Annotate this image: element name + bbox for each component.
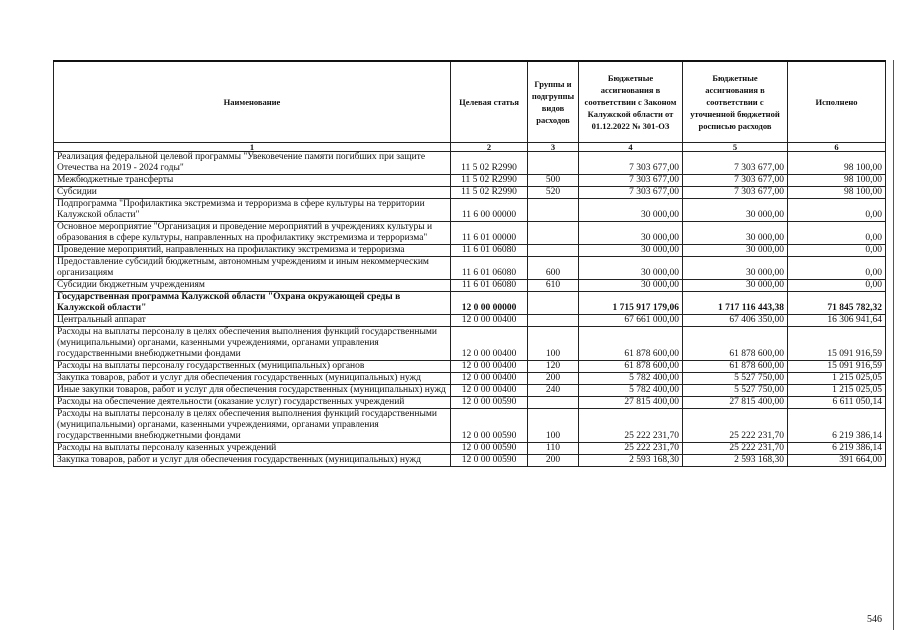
col-number: 2 bbox=[451, 143, 528, 152]
table-row bbox=[54, 455, 886, 467]
row-budget-refined-cell: 61 878 600,00 bbox=[683, 327, 788, 361]
row-group-cell bbox=[528, 199, 579, 222]
row-budget-law-cell: 25 222 231,70 bbox=[579, 443, 683, 455]
row-budget-refined-cell: 27 815 400,00 bbox=[683, 397, 788, 409]
row-name-cell: Расходы на выплаты персоналу казенных учреждений bbox=[54, 443, 451, 455]
table-row bbox=[54, 361, 886, 373]
table-row bbox=[54, 222, 886, 245]
row-executed-cell: 16 306 941,64 bbox=[788, 315, 886, 327]
table-row bbox=[54, 443, 886, 455]
table-row bbox=[54, 385, 886, 397]
row-budget-refined-cell: 25 222 231,70 bbox=[683, 409, 788, 443]
col-header-group: Группы и подгруппы видов расходов bbox=[528, 61, 579, 143]
col-header-name: Наименование bbox=[54, 61, 451, 143]
table-row bbox=[54, 175, 886, 187]
row-group-cell bbox=[528, 245, 579, 257]
row-budget-refined-cell: 30 000,00 bbox=[683, 280, 788, 292]
row-executed-cell: 6 611 050,14 bbox=[788, 397, 886, 409]
row-group-cell: 200 bbox=[528, 373, 579, 385]
table-row bbox=[54, 327, 886, 361]
row-target-code-cell: 12 0 00 00590 bbox=[451, 443, 528, 455]
row-name-cell: Закупка товаров, работ и услуг для обеспечения государственных (муниципальных) нужд bbox=[54, 373, 451, 385]
col-number: 5 bbox=[683, 143, 788, 152]
row-group-cell: 610 bbox=[528, 280, 579, 292]
row-budget-refined-cell: 30 000,00 bbox=[683, 199, 788, 222]
row-target-code-cell: 12 0 00 00590 bbox=[451, 397, 528, 409]
row-budget-refined-cell: 30 000,00 bbox=[683, 222, 788, 245]
row-group-cell bbox=[528, 222, 579, 245]
table-row bbox=[54, 397, 886, 409]
row-target-code-cell: 11 6 01 00000 bbox=[451, 222, 528, 245]
row-budget-law-cell: 7 303 677,00 bbox=[579, 152, 683, 175]
table-row bbox=[54, 199, 886, 222]
row-group-cell: 110 bbox=[528, 443, 579, 455]
row-executed-cell: 0,00 bbox=[788, 199, 886, 222]
row-executed-cell: 0,00 bbox=[788, 257, 886, 280]
row-group-cell: 200 bbox=[528, 455, 579, 467]
table-row bbox=[54, 292, 886, 315]
row-executed-cell: 391 664,00 bbox=[788, 455, 886, 467]
row-executed-cell: 98 100,00 bbox=[788, 175, 886, 187]
row-budget-refined-cell: 5 527 750,00 bbox=[683, 373, 788, 385]
row-budget-refined-cell: 1 717 116 443,38 bbox=[683, 292, 788, 315]
table-row bbox=[54, 409, 886, 443]
row-group-cell bbox=[528, 152, 579, 175]
row-group-cell bbox=[528, 397, 579, 409]
row-name-cell: Государственная программа Калужской области "Охрана окружающей среды в Калужской области" bbox=[54, 292, 451, 315]
column-number-row bbox=[54, 143, 886, 152]
row-budget-law-cell: 25 222 231,70 bbox=[579, 409, 683, 443]
row-target-code-cell: 11 5 02 R2990 bbox=[451, 175, 528, 187]
row-name-cell: Реализация федеральной целевой программы "Увековечение памяти погибших при защите Отечества на 2019 - 2024 годы" bbox=[54, 152, 451, 175]
row-name-cell: Субсидии bbox=[54, 187, 451, 199]
row-group-cell bbox=[528, 292, 579, 315]
row-name-cell: Расходы на выплаты персоналу государственных (муниципальных) органов bbox=[54, 361, 451, 373]
table-row bbox=[54, 257, 886, 280]
row-target-code-cell: 11 6 01 06080 bbox=[451, 257, 528, 280]
row-budget-refined-cell: 25 222 231,70 bbox=[683, 443, 788, 455]
row-target-code-cell: 12 0 00 00000 bbox=[451, 292, 528, 315]
row-budget-law-cell: 30 000,00 bbox=[579, 245, 683, 257]
table-row bbox=[54, 315, 886, 327]
row-budget-law-cell: 5 782 400,00 bbox=[579, 385, 683, 397]
page-edge-line bbox=[893, 60, 894, 630]
row-budget-law-cell: 30 000,00 bbox=[579, 199, 683, 222]
row-budget-refined-cell: 7 303 677,00 bbox=[683, 152, 788, 175]
row-budget-law-cell: 7 303 677,00 bbox=[579, 175, 683, 187]
row-name-cell: Предоставление субсидий бюджетным, автономным учреждениям и иным некоммерческим организациям bbox=[54, 257, 451, 280]
row-budget-refined-cell: 30 000,00 bbox=[683, 245, 788, 257]
col-header-executed: Исполнено bbox=[788, 61, 886, 143]
table-row bbox=[54, 152, 886, 175]
col-header-target: Целевая статья bbox=[451, 61, 528, 143]
col-number: 4 bbox=[579, 143, 683, 152]
row-executed-cell: 71 845 782,32 bbox=[788, 292, 886, 315]
row-executed-cell: 98 100,00 bbox=[788, 187, 886, 199]
budget-table bbox=[53, 60, 886, 467]
row-executed-cell: 0,00 bbox=[788, 222, 886, 245]
row-target-code-cell: 12 0 00 00590 bbox=[451, 455, 528, 467]
row-budget-law-cell: 2 593 168,30 bbox=[579, 455, 683, 467]
col-number: 6 bbox=[788, 143, 886, 152]
row-budget-law-cell: 30 000,00 bbox=[579, 222, 683, 245]
row-group-cell: 100 bbox=[528, 409, 579, 443]
row-budget-law-cell: 67 661 000,00 bbox=[579, 315, 683, 327]
row-budget-law-cell: 1 715 917 179,06 bbox=[579, 292, 683, 315]
row-name-cell: Расходы на выплаты персоналу в целях обеспечения выполнения функций государственными (муниципальными) органами, казенными учреждениями, органами управления государственными внебюджетными фондами bbox=[54, 409, 451, 443]
row-budget-refined-cell: 30 000,00 bbox=[683, 257, 788, 280]
table-body bbox=[54, 152, 886, 467]
budget-table-sheet bbox=[53, 60, 885, 467]
row-name-cell: Основное мероприятие "Организация и проведение мероприятий в учреждениях культуры и образования в сфере культуры, направленных на профилактику экстремизма и терроризма" bbox=[54, 222, 451, 245]
row-target-code-cell: 12 0 00 00400 bbox=[451, 327, 528, 361]
row-budget-refined-cell: 2 593 168,30 bbox=[683, 455, 788, 467]
row-name-cell: Проведение мероприятий, направленных на профилактику экстремизма и терроризма bbox=[54, 245, 451, 257]
row-name-cell: Субсидии бюджетным учреждениям bbox=[54, 280, 451, 292]
row-target-code-cell: 12 0 00 00400 bbox=[451, 315, 528, 327]
page-number: 546 bbox=[867, 614, 882, 625]
row-target-code-cell: 11 6 01 06080 bbox=[451, 245, 528, 257]
row-name-cell: Центральный аппарат bbox=[54, 315, 451, 327]
row-target-code-cell: 11 5 02 R2990 bbox=[451, 187, 528, 199]
row-budget-law-cell: 7 303 677,00 bbox=[579, 187, 683, 199]
row-group-cell bbox=[528, 315, 579, 327]
row-executed-cell: 0,00 bbox=[788, 245, 886, 257]
table-row bbox=[54, 245, 886, 257]
row-target-code-cell: 12 0 00 00400 bbox=[451, 361, 528, 373]
row-name-cell: Подпрограмма "Профилактика экстремизма и терроризма в сфере культуры на территории Калужской области" bbox=[54, 199, 451, 222]
row-target-code-cell: 11 5 02 R2990 bbox=[451, 152, 528, 175]
row-budget-refined-cell: 5 527 750,00 bbox=[683, 385, 788, 397]
row-budget-refined-cell: 67 406 350,00 bbox=[683, 315, 788, 327]
row-name-cell: Межбюджетные трансферты bbox=[54, 175, 451, 187]
row-group-cell: 600 bbox=[528, 257, 579, 280]
row-executed-cell: 0,00 bbox=[788, 280, 886, 292]
row-executed-cell: 6 219 386,14 bbox=[788, 409, 886, 443]
row-budget-law-cell: 61 878 600,00 bbox=[579, 361, 683, 373]
row-target-code-cell: 12 0 00 00400 bbox=[451, 373, 528, 385]
row-group-cell: 120 bbox=[528, 361, 579, 373]
row-budget-law-cell: 61 878 600,00 bbox=[579, 327, 683, 361]
table-row bbox=[54, 187, 886, 199]
col-header-budget-refined: Бюджетные ассигнования в соответствии с уточненной бюджетной росписью расходов bbox=[683, 61, 788, 143]
row-group-cell: 100 bbox=[528, 327, 579, 361]
row-budget-law-cell: 30 000,00 bbox=[579, 257, 683, 280]
row-executed-cell: 15 091 916,59 bbox=[788, 361, 886, 373]
row-executed-cell: 15 091 916,59 bbox=[788, 327, 886, 361]
row-group-cell: 240 bbox=[528, 385, 579, 397]
row-target-code-cell: 12 0 00 00400 bbox=[451, 385, 528, 397]
row-name-cell: Закупка товаров, работ и услуг для обеспечения государственных (муниципальных) нужд bbox=[54, 455, 451, 467]
row-budget-law-cell: 5 782 400,00 bbox=[579, 373, 683, 385]
row-executed-cell: 1 215 025,05 bbox=[788, 373, 886, 385]
header-row bbox=[54, 61, 886, 143]
col-header-budget-law: Бюджетные ассигнования в соответствии с Законом Калужской области от 01.12.2022 № 301-ОЗ bbox=[579, 61, 683, 143]
row-name-cell: Иные закупки товаров, работ и услуг для обеспечения государственных (муниципальных) нужд bbox=[54, 385, 451, 397]
col-number: 3 bbox=[528, 143, 579, 152]
table-row bbox=[54, 280, 886, 292]
row-budget-law-cell: 30 000,00 bbox=[579, 280, 683, 292]
row-group-cell: 500 bbox=[528, 175, 579, 187]
row-budget-refined-cell: 61 878 600,00 bbox=[683, 361, 788, 373]
row-group-cell: 520 bbox=[528, 187, 579, 199]
row-target-code-cell: 11 6 01 06080 bbox=[451, 280, 528, 292]
row-name-cell: Расходы на выплаты персоналу в целях обеспечения выполнения функций государственными (муниципальными) органами, казенными учреждениями, органами управления государственными внебюджетными фондами bbox=[54, 327, 451, 361]
row-budget-refined-cell: 7 303 677,00 bbox=[683, 187, 788, 199]
row-target-code-cell: 12 0 00 00590 bbox=[451, 409, 528, 443]
row-executed-cell: 1 215 025,05 bbox=[788, 385, 886, 397]
table-row bbox=[54, 373, 886, 385]
col-number: 1 bbox=[54, 143, 451, 152]
row-executed-cell: 98 100,00 bbox=[788, 152, 886, 175]
row-target-code-cell: 11 6 00 00000 bbox=[451, 199, 528, 222]
row-budget-law-cell: 27 815 400,00 bbox=[579, 397, 683, 409]
row-name-cell: Расходы на обеспечение деятельности (оказание услуг) государственных учреждений bbox=[54, 397, 451, 409]
row-executed-cell: 6 219 386,14 bbox=[788, 443, 886, 455]
row-budget-refined-cell: 7 303 677,00 bbox=[683, 175, 788, 187]
